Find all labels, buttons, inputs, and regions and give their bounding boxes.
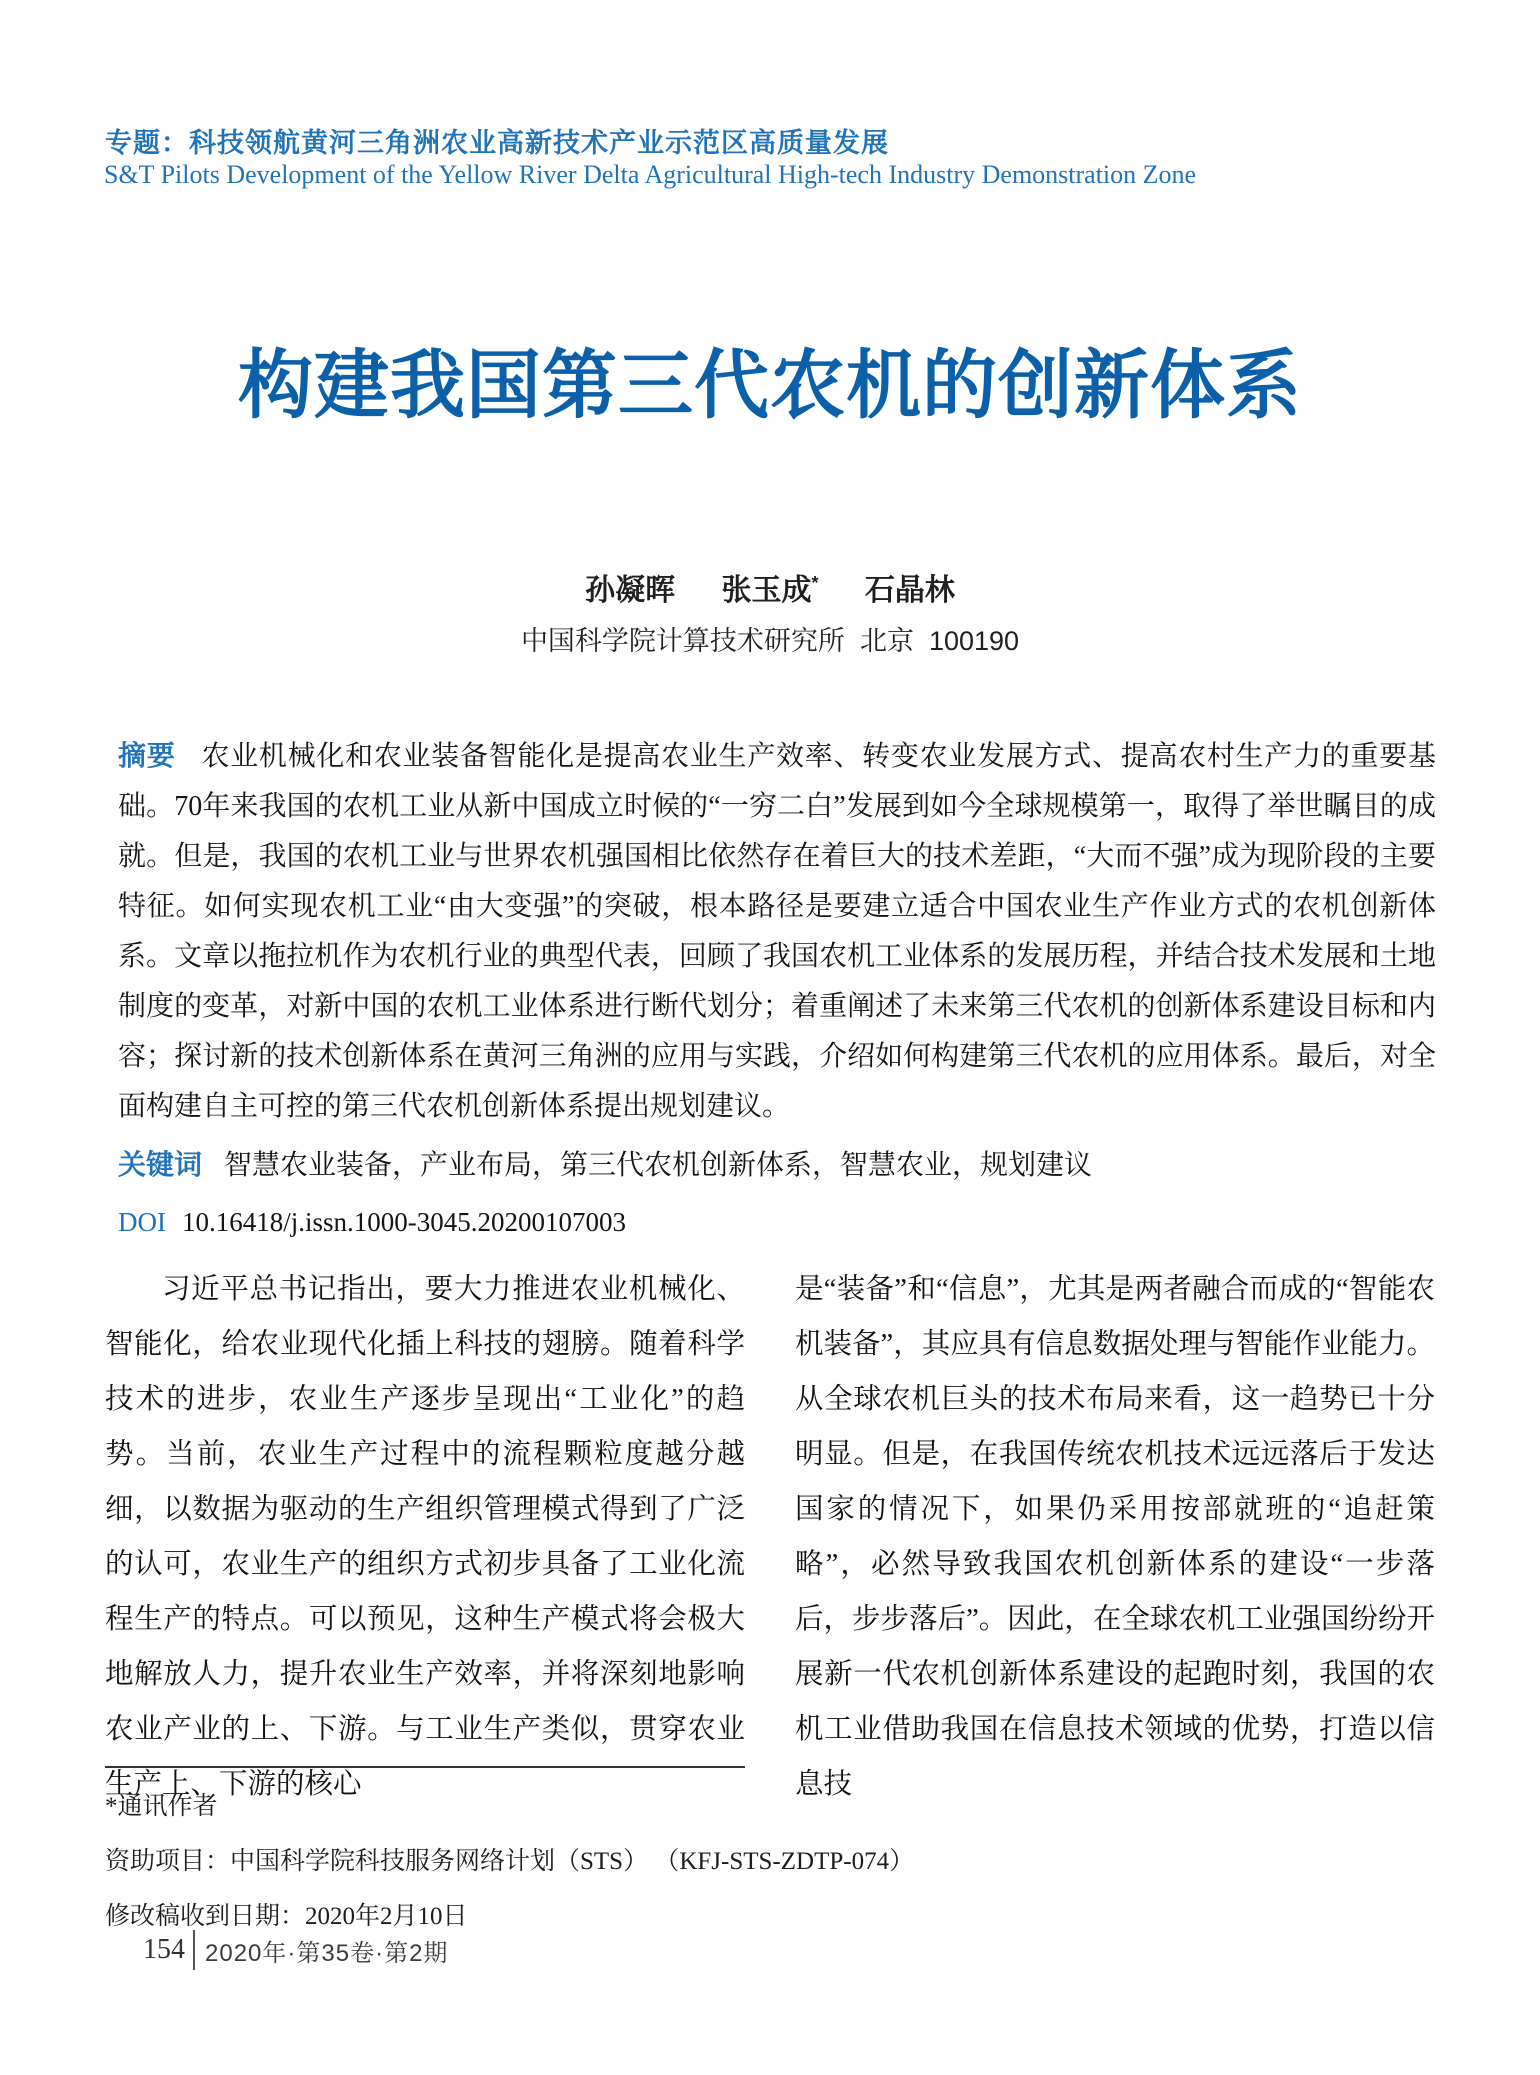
author-list xyxy=(0,565,1540,609)
affiliation: 中国科学院计算技术研究所 北京 100190 xyxy=(520,626,1020,656)
keywords-block xyxy=(118,1143,1436,1183)
abstract-label: 摘要 xyxy=(118,740,176,771)
doi-block xyxy=(118,1207,626,1238)
abstract-block xyxy=(118,731,1436,1132)
footnotes-block xyxy=(105,1779,914,1944)
author-name xyxy=(865,574,955,607)
author-name xyxy=(585,574,675,607)
footnote-divider xyxy=(105,1766,745,1768)
doi-value: 10.16418/j.issn.1000-3045.20200107003 xyxy=(182,1207,627,1237)
author-name-text: 孙凝晖 xyxy=(585,574,676,607)
body-paragraph: 是“装备”和“信息”，尤其是两者融合而成的“智能农机装备”，其应具有信息数据处理与智能作业能力。从全球农机巨头的技术布局来看，这一趋势已十分明显。但是，在我国传统农机技术远远落后于发达国家的情况下，如果仍采用按部就班的“追赶策略”，必然导致我国农机创新体系的建设“一步落后，步步落后”。因此，在全球农机工业强国纷纷开展新一代农机创新体系建设的起跑时刻，我国的农机工业借助我国在信息技术领域的优势，打造以信息技 xyxy=(795,1274,1435,1800)
journal-issue: 2020年·第35卷·第2期 xyxy=(205,1939,449,1967)
keywords-label: 关键词 xyxy=(118,1149,203,1180)
header-topic-cn: 专题：科技领航黄河三角洲农业高新技术产业示范区高质量发展 xyxy=(105,128,889,158)
header-topic-en: S&T Pilots Development of the Yellow River Delta Agricultural High-tech Industry Demonstration Zone xyxy=(104,160,1197,189)
doi-label: DOI xyxy=(118,1207,166,1237)
footer-divider xyxy=(193,1930,195,1970)
author-name-text: 石晶林 xyxy=(864,574,955,607)
body-column-left xyxy=(105,1262,745,1812)
abstract-text: 农业机械化和农业装备智能化是提高农业生产效率、转变农业发展方式、提高农村生产力的重要基础。70年来我国的农机工业从新中国成立时候的“一穷二白”发展到如今全球规模第一，取得了举世瞩目的成就。但是，我国的农机工业与世界农机强国相比依然存在着巨大的技术差距，“大而不强”成为现阶段的主要特征。如何实现农机工业“由大变强”的突破，根本路径是要建立适合中国农业生产作业方式的农机创新体系。文章以拖拉机作为农机行业的典型代表，回顾了我国农机工业体系的发展历程，并结合技术发展和土地制度的变革，对新中国的农机工业体系进行断代划分；着重阐述了未来第三代农机的创新体系建设目标和内容；探讨新的技术创新体系在黄河三角洲的应用与实践，介绍如何构建第三代农机的应用体系。最后，对全面构建自主可控的第三代农机创新体系提出规划建议。 xyxy=(118,741,1436,1122)
body-column-right xyxy=(795,1262,1435,1812)
article-title: 构建我国第三代农机的创新体系 xyxy=(237,343,1302,427)
author-superscript: * xyxy=(811,573,819,593)
author-name xyxy=(721,574,818,607)
page-footer xyxy=(143,1930,448,1970)
footnote-revision-date: 修改稿收到日期：2020年2月10日 xyxy=(105,1903,468,1930)
page-number: 154 xyxy=(143,1934,185,1965)
footnote-corresponding-author: *通讯作者 xyxy=(105,1793,218,1820)
body-paragraph: 习近平总书记指出，要大力推进农业机械化、智能化，给农业现代化插上科技的翅膀。随着科学技术的进步，农业生产逐步呈现出“工业化”的趋势。当前，农业生产过程中的流程颗粒度越分越细，以数据为驱动的生产组织管理模式得到了广泛的认可，农业生产的组织方式初步具备了工业化流程生产的特点。可以预见，这种生产模式将会极大地解放人力，提升农业生产效率，并将深刻地影响农业产业的上、下游。与工业生产类似，贯穿农业生产上、下游的核心 xyxy=(105,1274,745,1800)
author-name-text: 张玉成 xyxy=(721,574,812,607)
footnote-funding: 资助项目：中国科学院科技服务网络计划（STS） （KFJ-STS-ZDTP-074） xyxy=(105,1848,915,1875)
keywords-text: 智慧农业装备，产业布局，第三代农机创新体系，智慧农业，规划建议 xyxy=(224,1150,1093,1181)
